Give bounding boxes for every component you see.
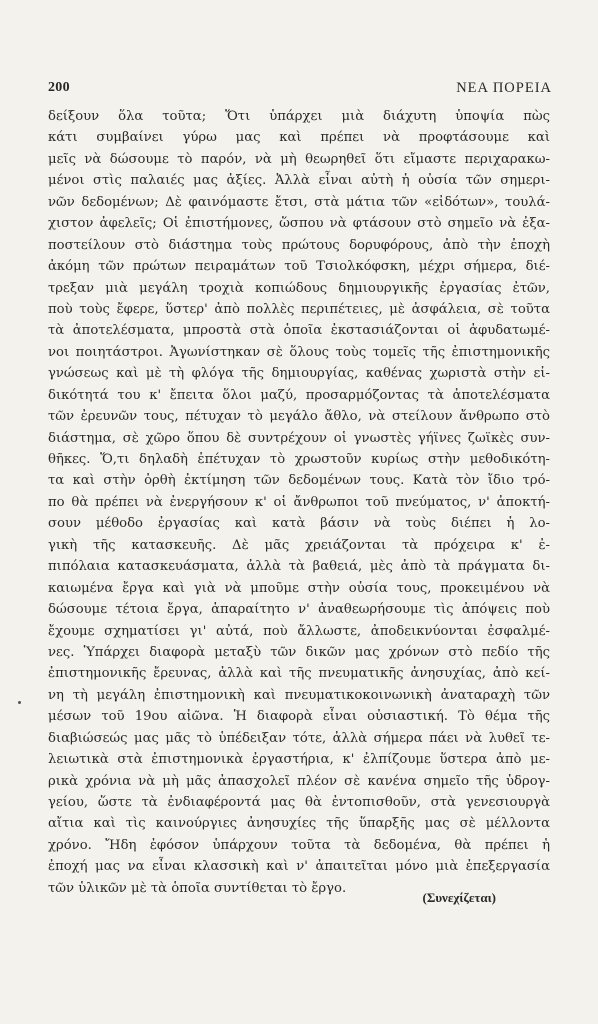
text-line: ποστείλουν στὸ διάστημα τοὺς πρώτους δορυφόρους, ἀπὸ τὴν ἐποχὴ	[48, 237, 550, 253]
text-line: μένοι στὶς παλαιές μας ἀξίες. Ἀλλὰ εἶναι αὐτὴ ἡ οὐσία τῶν σημερι-	[48, 173, 550, 189]
text-line: δείξουν ὅλα τοῦτα; Ὅτι ὑπάρχει μιὰ διάχυτη ὑποψία πὼς	[48, 109, 550, 124]
text-line: καιωμένα ἔργα καὶ γιὰ νὰ μποῦμε στὴν οὐσία τους, προκειμένου νὰ	[48, 580, 550, 596]
text-line: πιπόλαια κατασκευάσματα, ἀλλὰ τὰ βαθειά, μὲς ἀπὸ τὰ πράγματα δι-	[48, 559, 550, 575]
text-line: γνώσεως καὶ μὲ τὴ φλόγα τῆς δημιουργίας, καθένας χωριστὰ στὴν εἰ-	[48, 366, 550, 382]
text-line: δώσουμε τέτοια ἔργα, ἀπαραίτητο ν' ἀναθεωρήσουμε τὶς ἀπόψεις ποὺ	[48, 602, 550, 618]
text-line: νοι ποιητάστροι. Ἀγωνίστηκαν σὲ ὅλους τοὺς τομεῖς τῆς ἐπιστημονικῆς	[48, 344, 550, 360]
text-line: τρεξαν μιὰ μεγάλη τροχιὰ κοπιώδους δημιουργικῆς ἐργασίας ἐτῶν,	[48, 280, 550, 296]
text-line: δικότητά του κ' ἔπειτα ὅλοι μαζύ, προσαρμόζοντας τὰ ἀποτελέσματα	[48, 387, 550, 403]
text-line: ἔχουμε σχηματίσει γι' αὐτά, ποὺ ἄλλωστε, ἀποδεικνύονται ἐσφαλμέ-	[48, 623, 550, 639]
text-line: νες. Ὑπάρχει διαφορὰ μεταξὺ τῶν δικῶν μας χρόνων στὸ πεδίο τῆς	[48, 644, 550, 660]
text-line: θῆκες. Ὅ,τι δηλαδὴ ἐπέτυχαν τὸ χρωστοῦν κυρίως στὴν μεθοδικότη-	[48, 452, 550, 467]
text-line: αἴτια καὶ τὶς καινούργιες ἀνησυχίες τῆς ὕπαρξῆς μας σὲ μέλλοντα	[48, 816, 550, 832]
text-line: πο θὰ πρέπει νὰ ἐνεργήσουν κ' οἱ ἄνθρωποι τοῦ πνεύματος, ν' ἀποκτή-	[48, 494, 550, 510]
page-header	[48, 80, 552, 96]
text-line: γικὴ τῆς κατασκευῆς. Δὲ μᾶς χρειάζονται τὰ πρόχειρα κ' ἐ-	[48, 537, 550, 553]
text-line: λειωτικὰ στὰ ἐπιστημονικὰ ἐργαστήρια, κ' ἐλπίζουμε ὕστερα ἀπὸ με-	[48, 752, 550, 768]
text-line: τὰ ἀποτελέσματα, μπροστὰ στὰ ὁποῖα ἐκστασιάζονται οἱ ἀφυδατωμέ-	[48, 323, 550, 339]
text-line: ρικὰ χρόνια νὰ μὴ μᾶς ἀπασχολεῖ πλέον σὲ κανένα σημεῖο τῆς ὑδρογ-	[48, 773, 550, 789]
continued-label: (Συνεχίζεται)	[422, 890, 496, 905]
text-line: κάτι συμβαίνει γύρω μας καὶ πρέπει νὰ προφτάσουμε καὶ	[48, 130, 550, 146]
text-line: ποὺ τοὺς ἔφερε, ὕστερ' ἀπὸ πολλὲς περιπέτειες, μὲ ἀσφάλεια, σὲ τοῦτα	[48, 301, 550, 317]
text-line: σουν μέθοδο ἐργασίας καὶ κατὰ βάσιν νὰ τοὺς διέπει ἡ λο-	[48, 516, 550, 532]
text-line: μέσων τοῦ 19ου αἰῶνα. Ἡ διαφορὰ εἶναι οὐσιαστική. Τὸ θέμα τῆς	[48, 709, 550, 725]
text-line: μεῖς νὰ δώσουμε τὸ παρόν, νὰ μὴ θεωρηθεῖ ὅτι εἴμαστε περιχαρακω-	[48, 151, 550, 167]
page-number: 200	[48, 80, 70, 95]
text-line: νῶν δεδομένων; Δὲ φαινόμαστε ἔτσι, στὰ μάτια τῶν «εἰδότων», τουλά-	[48, 194, 550, 210]
text-line: τῶν ὑλικῶν μὲ τὰ ὁποῖα συντίθεται τὸ ἔργο.	[48, 880, 347, 896]
text-line: νη τὴ μεγάλη ἐπιστημονικὴ καὶ πνευματικοκοινωνικὴ ἀναταραχὴ τῶν	[48, 687, 550, 703]
article-body	[48, 106, 550, 899]
text-line: τα καὶ στὴν ὀρθὴ ἐκτίμηση τῶν δεδομένων τους. Κατὰ τὸν ἴδιο τρό-	[48, 473, 550, 489]
margin-mark	[18, 701, 21, 704]
text-line: ἀκόμη τῶν πρώτων πειραμάτων τοῦ Τσιολκόφσκη, μέχρι σήμερα, διέ-	[48, 259, 550, 275]
text-line: διαβιώσεώς μας μᾶς τὸ ὑπέδειξαν τότε, ἀλλὰ σήμερα πάει νὰ λυθεῖ τε-	[48, 730, 550, 746]
text-line: ἐποχή μας να εἶναι κλασσικὴ καὶ ν' ἀπαιτεῖται μόνο μιὰ ἐπεξεργασία	[48, 859, 550, 875]
running-title: ΝΕΑ ΠΟΡΕΙΑ	[456, 80, 552, 96]
text-line: διάστημα, σὲ χῶρο ὅπου δὲ συντρέχουν οἱ γνωστὲς γήϊνες ζωϊκὲς συν-	[48, 430, 550, 446]
text-line: γείου, ὥστε τὰ ἐνδιαφέροντά μας θὰ ἐντοπισθοῦν, στὰ γενεσιουργὰ	[48, 795, 550, 810]
text-line: χρόνο. Ἤδη ἐφόσον ὑπάρχουν τοῦτα τὰ δεδομένα, θὰ πρέπει ἡ	[48, 837, 550, 853]
text-line: τῶν ἐρευνῶν τους, πέτυχαν τὸ μεγάλο ἄθλο, νὰ στείλουν ἄνθρωπο στὸ	[48, 409, 550, 425]
text-line: ἐπιστημονικῆς ἔρευνας, ἀλλὰ καὶ τῆς πνευματικῆς ἀνησυχίας, ἀπὸ κεί-	[48, 666, 550, 682]
text-line: χιστον ἀφελεῖς; Οἱ ἐπιστήμονες, ὥσπου νὰ φτάσουν στὸ σημεῖο νὰ ἐξα-	[48, 216, 550, 232]
